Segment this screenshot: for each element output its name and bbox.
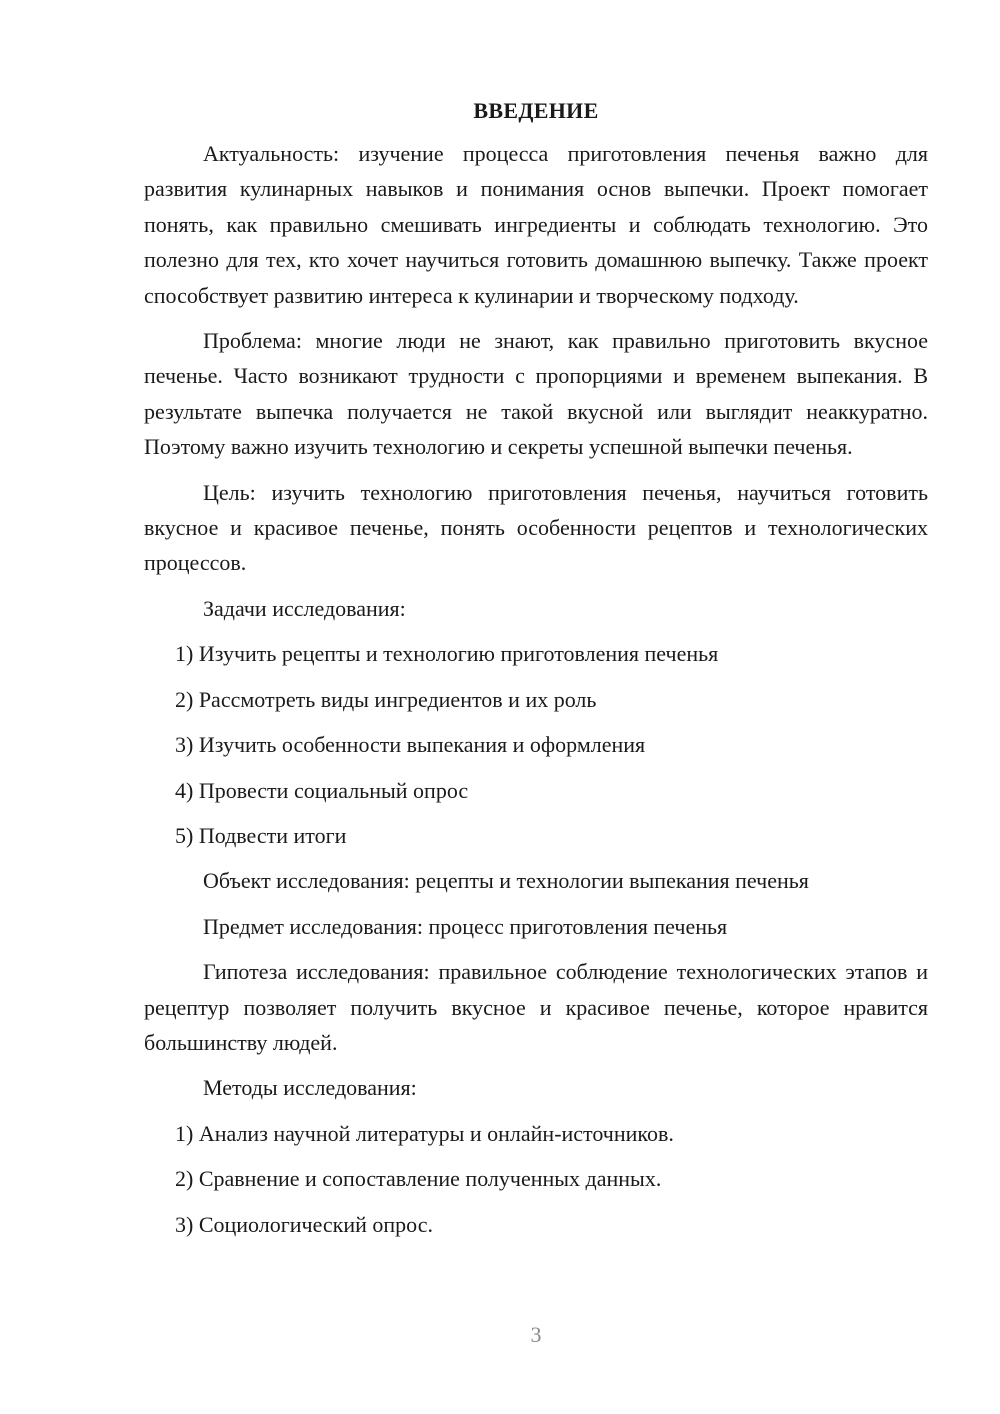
object-line: Объект исследования: рецепты и технологии выпекания печенья	[203, 868, 809, 894]
methods-heading: Методы исследования:	[203, 1075, 417, 1101]
relevance-paragraph: Актуальность: изучение процесса приготовления печенья важно для развития кулинарных навыков и понимания основ выпечки. Проект помогает понять, как правильно смешивать ингредиенты и соблюдать технологию. Это полезно для тех, кто хочет научиться готовить домашнюю выпечку. Также проект способствует развитию интереса к кулинарии и творческому подходу.	[144, 141, 928, 308]
list-item: 3) Социологический опрос.	[175, 1211, 433, 1237]
subject-line: Предмет исследования: процесс приготовления печенья	[203, 913, 728, 939]
list-item: 2) Сравнение и сопоставление полученных данных.	[175, 1166, 662, 1192]
goal-paragraph: Цель: изучить технологию приготовления печенья, научиться готовить вкусное и красивое печенье, понять особенности рецептов и технологических процессов.	[144, 479, 928, 576]
methods-list	[144, 1116, 928, 1242]
tasks-list	[144, 636, 928, 853]
list-item: 2) Рассмотреть виды ингредиентов и их роль	[175, 686, 597, 712]
page-number: 3	[530, 1322, 542, 1347]
problem-paragraph: Проблема: многие люди не знают, как правильно приготовить вкусное печенье. Часто возникают трудности с пропорциями и временем выпекания. В результате выпечка получается не такой вкусной или выглядит неаккуратно. Поэтому важно изучить технологию и секреты успешной выпечки печенья.	[144, 328, 928, 460]
document-page	[144, 96, 928, 1252]
list-item: 1) Изучить рецепты и технологию приготовления печенья	[175, 641, 719, 667]
list-item: 1) Анализ научной литературы и онлайн-источников.	[175, 1120, 674, 1146]
page-title: ВВЕДЕНИЕ	[473, 98, 599, 123]
list-item: 5) Подвести итоги	[175, 822, 347, 848]
list-item: 3) Изучить особенности выпекания и оформления	[175, 732, 646, 758]
hypothesis-paragraph: Гипотеза исследования: правильное соблюдение технологических этапов и рецептур позволяет получить вкусное и красивое печенье, которое нравится большинству людей.	[144, 959, 928, 1055]
list-item: 4) Провести социальный опрос	[175, 777, 469, 803]
tasks-heading: Задачи исследования:	[203, 595, 406, 621]
